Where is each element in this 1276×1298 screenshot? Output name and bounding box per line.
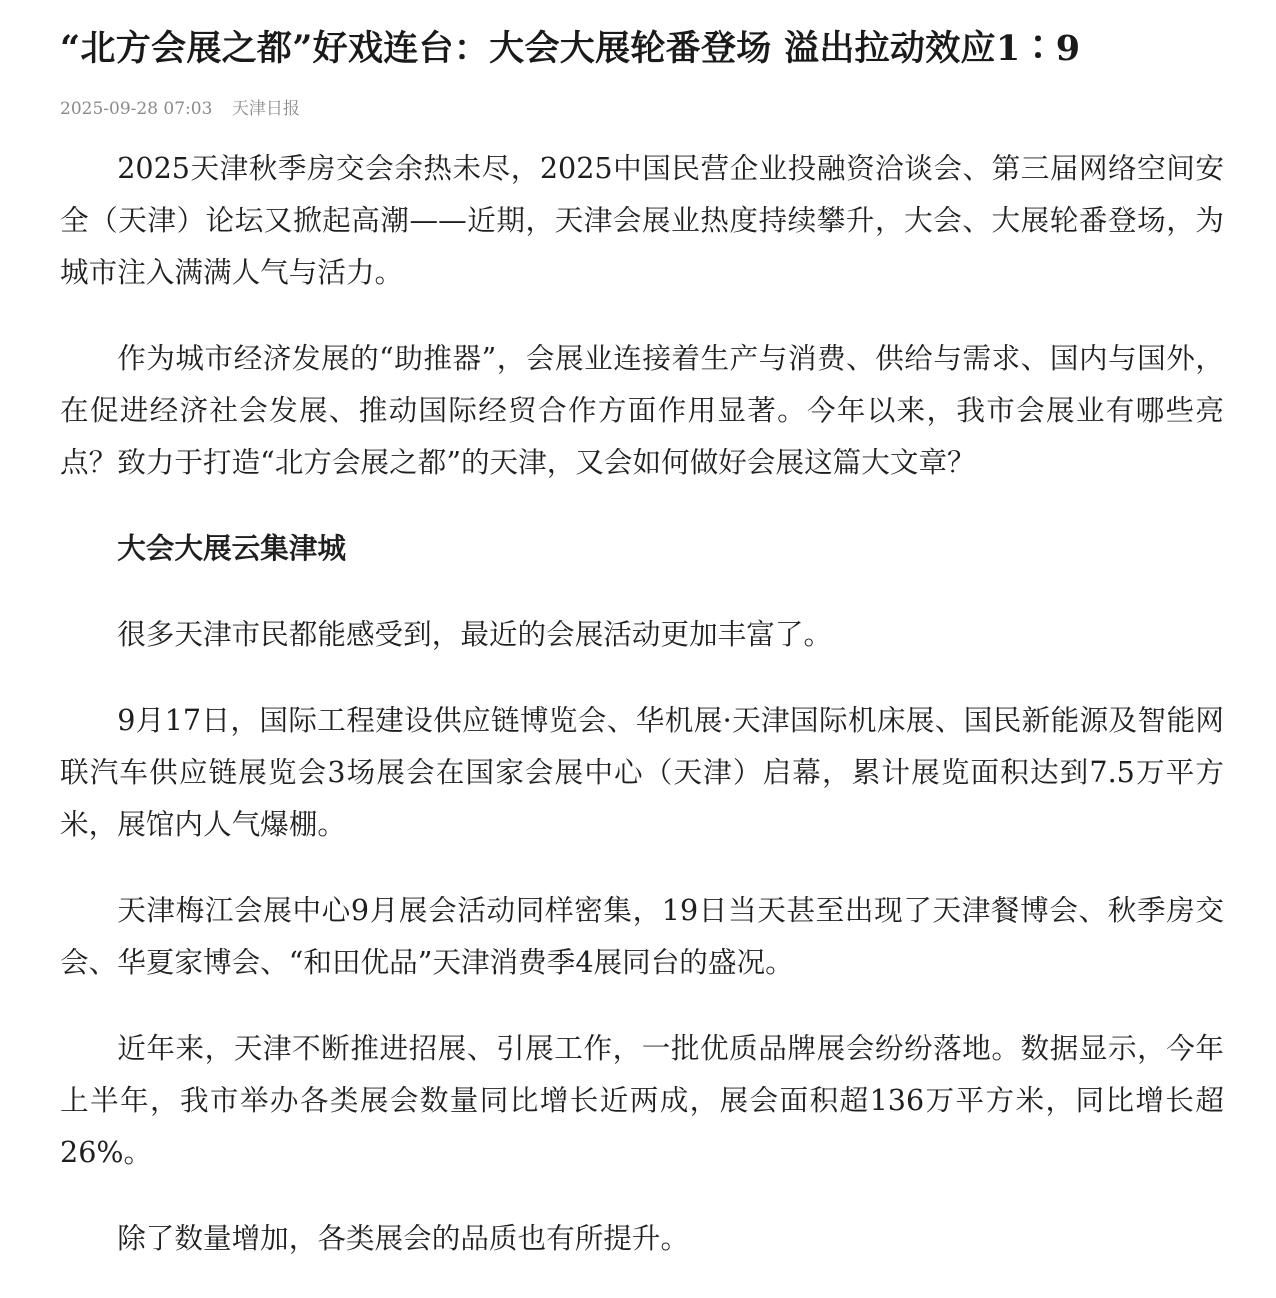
- article-title: “北方会展之都”好戏连台：大会大展轮番登场 溢出拉动效应1∶9: [60, 28, 1081, 69]
- paragraph: 作为城市经济发展的“助推器”，会展业连接着生产与消费、供给与需求、国内与国外，在促进经济社会发展、推动国际经贸合作方面作用显著。今年以来，我市会展业有哪些亮点？致力于打造“北方会展之都”的天津，又会如何做好会展这篇大文章？: [60, 341, 1224, 479]
- paragraph: 天津梅江会展中心9月展会活动同样密集，19日当天甚至出现了天津餐博会、秋季房交会、华夏家博会、“和田优品”天津消费季4展同台的盛况。: [60, 893, 1224, 979]
- article-body: [60, 142, 1224, 1264]
- article-meta: [60, 96, 1224, 122]
- paragraph: 很多天津市民都能感受到，最近的会展活动更加丰富了。: [117, 617, 833, 651]
- section-heading: 大会大展云集津城: [117, 531, 346, 565]
- paragraph: 9月17日，国际工程建设供应链博览会、华机展·天津国际机床展、国民新能源及智能网联汽车供应链展览会3场展会在国家会展中心（天津）启幕，累计展览面积达到7.5万平方米，展馆内人气爆棚。: [60, 703, 1224, 841]
- source-name: 天津日报: [231, 99, 300, 119]
- paragraph: 除了数量增加，各类展会的品质也有所提升。: [117, 1221, 690, 1255]
- paragraph-intro: 2025天津秋季房交会余热未尽，2025中国民营企业投融资洽谈会、第三届网络空间安全（天津）论坛又掀起高潮——近期，天津会展业热度持续攀升，大会、大展轮番登场，为城市注入满满人气与活力。: [60, 151, 1224, 289]
- article: [60, 22, 1224, 1298]
- publish-datetime: 2025-09-28 07:03: [60, 99, 213, 119]
- paragraph: 近年来，天津不断推进招展、引展工作，一批优质品牌展会纷纷落地。数据显示，今年上半年，我市举办各类展会数量同比增长近两成，展会面积超136万平方米，同比增长超26%。: [60, 1031, 1224, 1169]
